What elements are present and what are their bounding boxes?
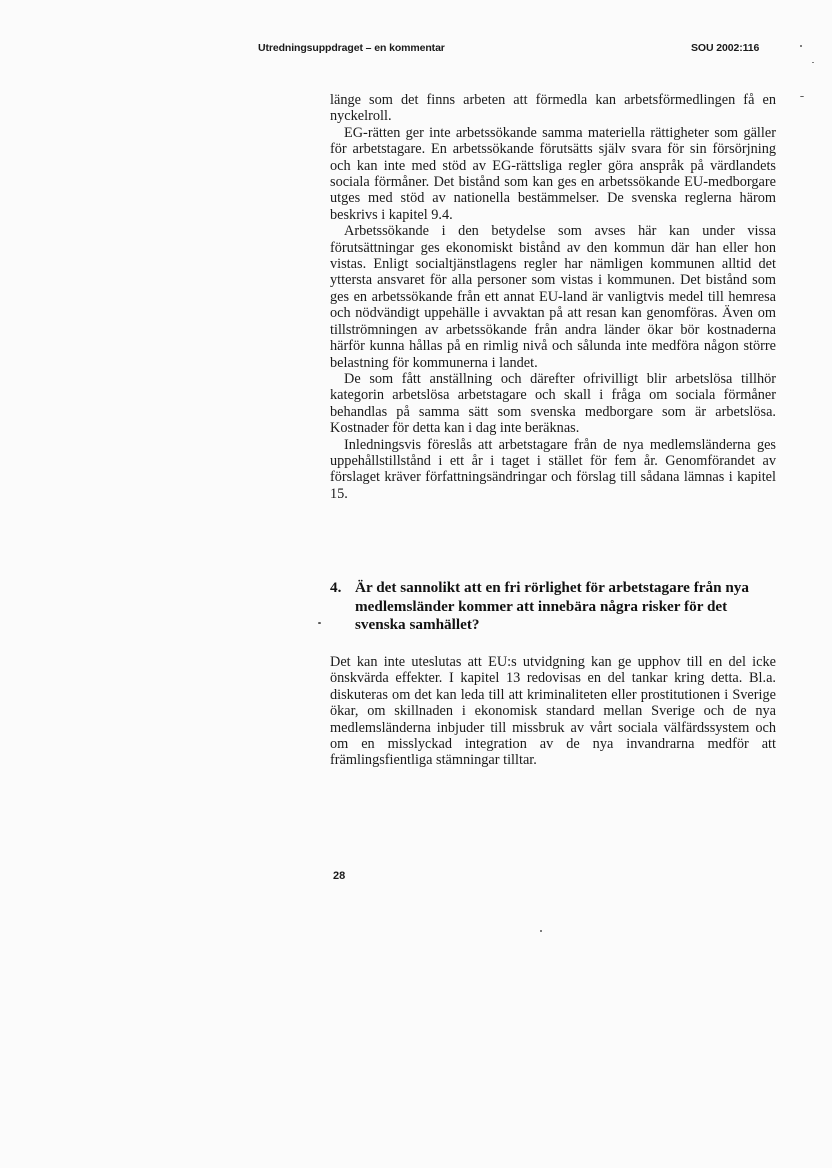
paragraph-continuation: länge som det finns arbeten att förmedla kan arbetsförmedlingen få en nyckelroll. <box>330 92 776 125</box>
scan-speck <box>800 96 804 97</box>
answer-text-block <box>330 654 776 769</box>
question-heading <box>330 579 780 635</box>
paragraph-uppehallstillstand: Inledningsvis föreslås att arbetstagare från de nya medlemsländerna ges uppehållstillstånd i ett år i taget i stället för fem år. Genomförandet av förslaget kräver författningsändringar och förslag till sådana lämnas i kapitel 15. <box>330 436 776 502</box>
paragraph-arbetssokande: Arbetssökande i den betydelse som avses här kan under vissa förutsättningar ges ekonomiskt bistånd av den kommun där han eller hon vistas. Enligt socialtjänstlagens regler har nämligen kommunen alltid det yttersta ansvaret för alla personer som vistas i kommunen. Det bistånd som ges en arbetssökande från ett annat EU-land är vanligtvis medel till hemresa och nödvändigt uppehälle i avvaktan på att resan kan genomföras. Även om tillströmningen av arbetssökande från andra länder ökar bör kostnaderna härför kunna hållas på en rimlig nivå och sålunda inte medföra någon större belastning för kommunerna i landet. <box>330 223 776 371</box>
running-head-chapter-title: Utredningsuppdraget – en kommentar <box>258 42 445 54</box>
scan-speck <box>812 62 814 63</box>
body-text <box>330 92 776 502</box>
question-number: 4. <box>330 579 342 596</box>
scan-speck <box>318 622 321 624</box>
paragraph-arbetslosa: De som fått anställning och därefter ofrivilligt blir arbetslösa tillhör kategorin arbetslösa arbetstagare och skall i fråga om sociala förmåner behandlas på samma sätt som svenska medborgare som är arbetslösa. Kostnader för detta kan i dag inte beräknas. <box>330 370 776 437</box>
paragraph-eg-ratten: EG-rätten ger inte arbetssökande samma materiella rättigheter som gäller för arbetstagare. En arbetssökande förutsätts själv svara för sin försörjning och kan inte med stöd av EG-rättsliga regler göra anspråk på värdlandets sociala förmåner. Det bistånd som kan ges en arbetssökande EU-medborgare utges med stöd av nationella bestämmelser. De svenska reglerna härom beskrivs i kapitel 9.4. <box>330 124 776 223</box>
page-number: 28 <box>333 870 346 882</box>
scan-speck <box>540 930 542 932</box>
scan-speck <box>800 45 802 47</box>
running-head-report-number: SOU 2002:116 <box>691 42 760 54</box>
question-text: Är det sannolikt att en fri rörlighet för arbetstagare från nya medlemsländer kommer att innebära några risker för det svenska samhället? <box>355 579 749 633</box>
answer-paragraph: Det kan inte uteslutas att EU:s utvidgning kan ge upphov till en del icke önskvärda effekter. I kapitel 13 redovisas en del tankar kring detta. Bl.a. diskuteras om det kan leda till att kriminaliteten eller prostitutionen i Sverige ökar, om skillnaden i ekonomisk standard mellan Sverige och de nya medlemsländerna inbjuder till missbruk av vårt sociala välfärdssystem och om en misslyckad integration av de nya invandrarna medför att främlingsfientliga stämningar tilltar. <box>330 654 776 769</box>
